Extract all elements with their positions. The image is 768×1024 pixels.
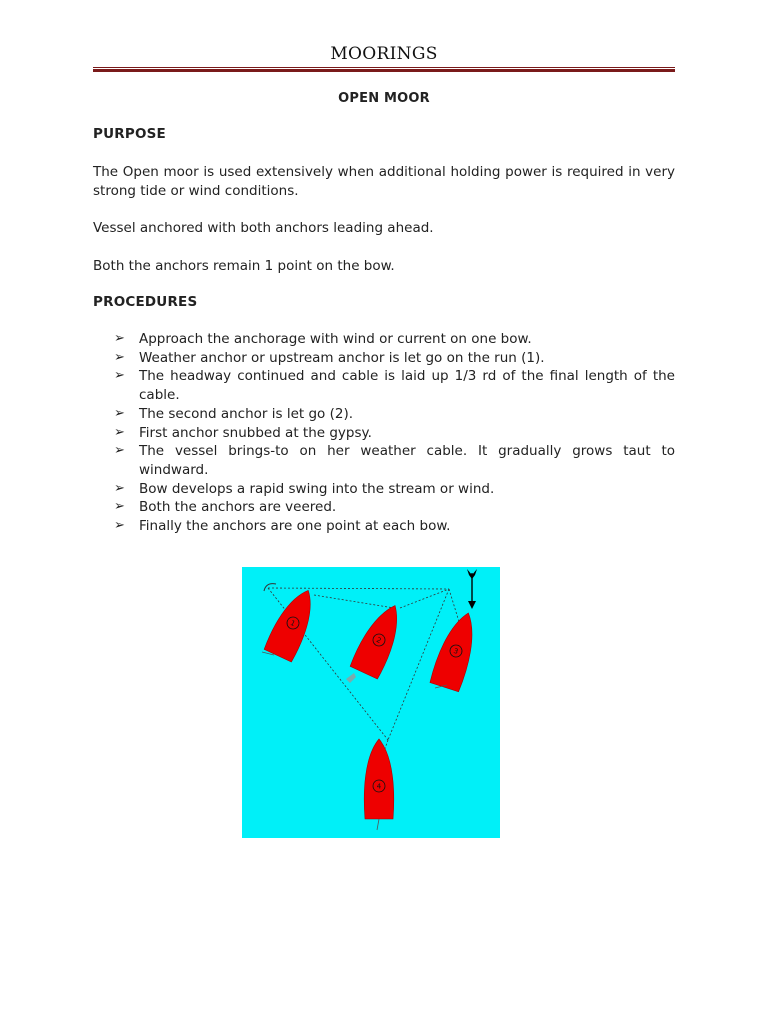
title-rule-thick	[93, 69, 675, 72]
purpose-paragraph-2: Vessel anchored with both anchors leading ahead.	[93, 220, 434, 236]
procedure-step: The headway continued and cable is laid up 1/3 rd of the final length of the cable.	[139, 368, 675, 404]
list-item	[114, 367, 675, 404]
list-item	[114, 330, 675, 349]
arrow-bullet-icon: ➢	[114, 368, 125, 384]
list-item	[114, 405, 675, 424]
list-item	[114, 424, 675, 443]
list-item	[114, 442, 675, 479]
page-title: MOORINGS	[330, 44, 438, 64]
vessel-number: 3	[452, 646, 460, 656]
purpose-heading: PURPOSE	[93, 126, 166, 142]
arrow-bullet-icon: ➢	[114, 424, 125, 440]
procedures-list	[114, 330, 675, 536]
list-item	[114, 480, 675, 499]
vessel-number: 2	[375, 635, 383, 646]
procedure-step: Bow develops a rapid swing into the stream or wind.	[139, 480, 495, 497]
procedure-step: Finally the anchors are one point at each bow.	[139, 518, 451, 535]
arrow-bullet-icon: ➢	[114, 480, 125, 496]
arrow-bullet-icon: ➢	[114, 331, 125, 346]
vessel-number: 4	[376, 782, 382, 791]
list-item	[114, 498, 675, 517]
procedure-step: The vessel brings-to on her weather cable. It gradually grows taut to windward.	[139, 443, 675, 478]
procedure-step: Both the anchors are veered.	[139, 499, 337, 516]
arrow-bullet-icon: ➢	[114, 518, 125, 534]
procedure-step: First anchor snubbed at the gypsy.	[139, 424, 372, 441]
title-rule-thin	[93, 67, 675, 68]
list-item	[114, 517, 675, 536]
arrow-bullet-icon: ➢	[114, 443, 125, 459]
vessel-number: 1	[289, 618, 297, 629]
arrow-bullet-icon: ➢	[114, 499, 125, 515]
open-moor-diagram	[242, 567, 500, 838]
purpose-paragraph-3: Both the anchors remain 1 point on the bow.	[93, 258, 395, 274]
arrow-bullet-icon: ➢	[114, 405, 125, 421]
section-subtitle: OPEN MOOR	[338, 91, 430, 106]
procedure-step: Approach the anchorage with wind or current on one bow.	[139, 331, 532, 347]
list-item	[114, 349, 675, 368]
procedures-heading: PROCEDURES	[93, 294, 198, 310]
procedure-step: The second anchor is let go (2).	[139, 405, 353, 422]
purpose-paragraph-1: The Open moor is used extensively when additional holding power is required in very strong tide or wind conditions.	[93, 164, 675, 199]
arrow-bullet-icon: ➢	[114, 349, 125, 365]
procedure-step: Weather anchor or upstream anchor is let go on the run (1).	[139, 349, 545, 366]
